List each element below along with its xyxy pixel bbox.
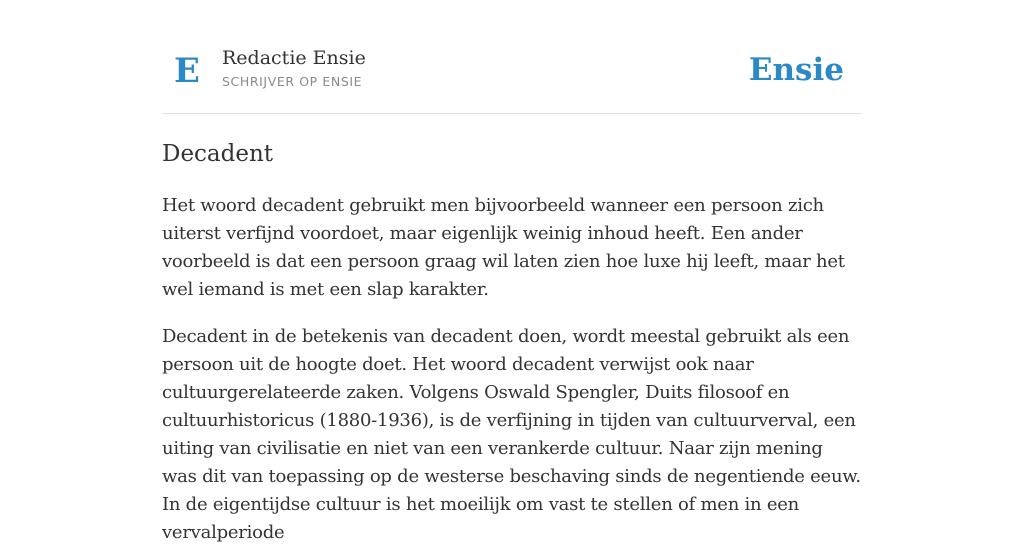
article-header bbox=[162, 0, 862, 114]
article-paragraph: Decadent in de betekenis van decadent doen, wordt meestal gebruikt als een persoon uit de hoogte doet. Het woord decadent verwijst ook naar cultuurgerelateerde zaken. Volgens Oswald Spengler, Duits filosoof en cultuurhistoricus (1880-1936), is de verfijning in tijden van cultuurverval, een uiting van civilisatie en niet van een verankerde cultuur. Naar zijn mening was dit van toepassing op de westerse beschaving sinds de negentiende eeuw. In de eigentijdse cultuur is het moeilijk om vast te stellen of men in een vervalperiode bbox=[162, 326, 861, 543]
article-title: Decadent bbox=[162, 141, 274, 167]
brand-logo[interactable]: Ensie bbox=[748, 52, 844, 88]
article-paragraph: Het woord decadent gebruikt men bijvoorbeeld wanneer een persoon zich uiterst verfijnd voordoet, maar eigenlijk weinig inhoud heeft. Een ander voorbeeld is dat een persoon graag wil laten zien hoe luxe hij leeft, maar het wel iemand is met een slap karakter. bbox=[162, 195, 845, 300]
article-container bbox=[162, 0, 862, 547]
author-name[interactable]: Redactie Ensie bbox=[222, 47, 366, 69]
author-logo[interactable]: E bbox=[174, 51, 200, 91]
author-role: SCHRIJVER OP ENSIE bbox=[222, 74, 363, 89]
